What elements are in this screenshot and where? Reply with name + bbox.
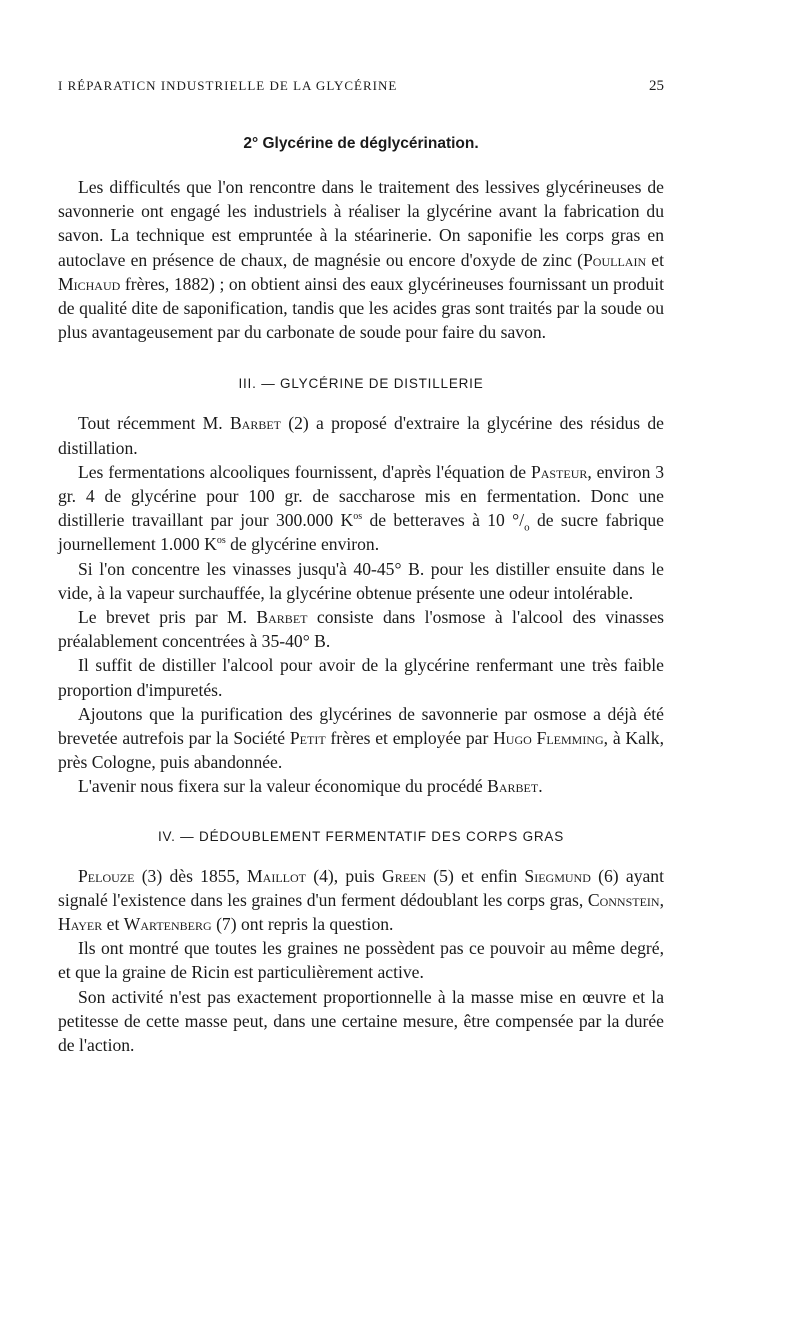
- text-run: et: [646, 249, 664, 270]
- paragraph-distiller: Il suffit de distiller l'alcool pour avoir de la glycérine renfermant une très faible proportion d'impuretés.: [58, 655, 664, 700]
- author-name: Pelouze: [78, 865, 135, 886]
- paragraph-history: [58, 864, 664, 937]
- running-head: [58, 78, 664, 95]
- text-run: de sucre fabrique journellement 1.000 K: [58, 510, 664, 555]
- text-run: Les difficultés que l'on rencontre dans le traitement des lessives glycérineuses de savonnerie ont engagé les industriels à réaliser la glycérine avant la fabrication du savon. La technique est empruntée à la stéarinerie. On saponifie les corps gras en autoclave en présence de chaux, de magnésie ou encore d'oxyde de zinc (: [58, 177, 664, 270]
- text-run: ,: [659, 889, 664, 910]
- text-run: L'avenir nous fixera sur la valeur économique du procédé: [78, 776, 488, 797]
- subscript: o: [524, 521, 530, 534]
- text-run: Le brevet pris par M.: [78, 607, 257, 628]
- text-run: Tout récemment M.: [78, 413, 230, 434]
- author-name: Poullain: [583, 249, 647, 270]
- author-name: Michaud: [58, 273, 121, 294]
- text-run: consiste dans l'osmose à l'alcool des vinasses préalablement concentrées à 35-40° B.: [58, 607, 664, 652]
- page-number: 25: [649, 78, 664, 94]
- paragraph-brevet: [58, 605, 664, 653]
- text-run: , environ 3 gr. 4 de glycérine pour 100 gr. de saccharose mis en fermentation. Donc une distillerie travaillant par jour 300.000 K: [58, 461, 664, 531]
- text-run: (2) a proposé d'extraire la glycérine des résidus de distillation.: [58, 413, 664, 458]
- section-heading-iv: IV. — DÉDOUBLEMENT FERMENTATIF DES CORPS GRAS: [157, 828, 565, 844]
- author-name: Barbet: [487, 776, 539, 797]
- section-heading-iii: III. — GLYCÉRINE DE DISTILLERIE: [238, 376, 484, 392]
- book-page: [58, 78, 664, 1057]
- paragraph-fermentation: [58, 460, 664, 557]
- author-name: Barbet: [229, 413, 282, 434]
- text-run: de betteraves à 10 °/: [362, 510, 525, 531]
- author-name: Maillot: [247, 865, 306, 886]
- superscript: os: [353, 511, 363, 523]
- text-run: (7) ont repris la question.: [211, 914, 394, 935]
- text-run: (4), puis: [305, 865, 382, 886]
- running-head-title: I RÉPARATICN INDUSTRIELLE DE LA GLYCÉRINE: [58, 78, 398, 93]
- company-name: Petit: [289, 728, 326, 749]
- text-run: frères et employée par: [325, 728, 494, 749]
- text-run: frères, 1882) ; on obtient ainsi des eaux glycérineuses fournissant un produit de qualité dite de saponification, tandis que les acides gras sont traités par la soude ou plus avantageusement par du carbonate de soude pour faire du savon.: [58, 273, 664, 343]
- author-name: Green: [382, 865, 427, 886]
- text-run: Les fermentations alcooliques fournissent, d'après l'équation de: [78, 461, 531, 482]
- paragraph-barbet-proposal: [58, 411, 664, 459]
- author-name: Hayer: [58, 914, 103, 935]
- superscript: os: [216, 535, 226, 547]
- person-name: Hugo Flemming: [493, 728, 604, 749]
- text-run: (3) dès 1855,: [134, 865, 248, 886]
- paragraph-activite: Son activité n'est pas exactement proportionnelle à la masse mise en œuvre et la petitesse de cette masse peut, dans une certaine mesure, être compensée par la durée de l'action.: [58, 986, 664, 1056]
- author-name: Barbet: [256, 607, 308, 628]
- author-name: Connstein: [587, 889, 660, 910]
- text-run: , à Kalk, près Cologne, puis abandonnée.: [58, 728, 664, 773]
- text-run: (6) ayant signalé l'existence dans les graines d'un ferment dédoublant les corps gras,: [58, 865, 664, 910]
- text-run: Ajoutons que la purification des glycérines de savonnerie par osmose a déjà été brevetée autrefois par la Société: [58, 703, 664, 749]
- paragraph-saponification: [58, 175, 664, 344]
- paragraph-avenir: [58, 774, 664, 798]
- paragraph-purification: [58, 702, 664, 775]
- author-name: Wartenberg: [123, 914, 212, 935]
- text-run: et: [102, 914, 124, 935]
- paragraph-graines: Ils ont montré que toutes les graines ne possèdent pas ce pouvoir au même degré, et que la graine de Ricin est particulièrement active.: [58, 938, 664, 983]
- paragraph-vinasses: Si l'on concentre les vinasses jusqu'à 40-45° B. pour les distiller ensuite dans le vide, à la vapeur surchauffée, la glycérine obtenue présente une odeur intolérable.: [58, 558, 664, 603]
- text-run: (5) et enfin: [426, 865, 525, 886]
- text-run: de glycérine environ.: [225, 534, 380, 555]
- subsection-title: 2° Glycérine de déglycérination.: [243, 135, 479, 152]
- text-run: .: [538, 776, 543, 797]
- author-name: Pasteur: [530, 461, 588, 482]
- author-name: Siegmund: [524, 865, 591, 886]
